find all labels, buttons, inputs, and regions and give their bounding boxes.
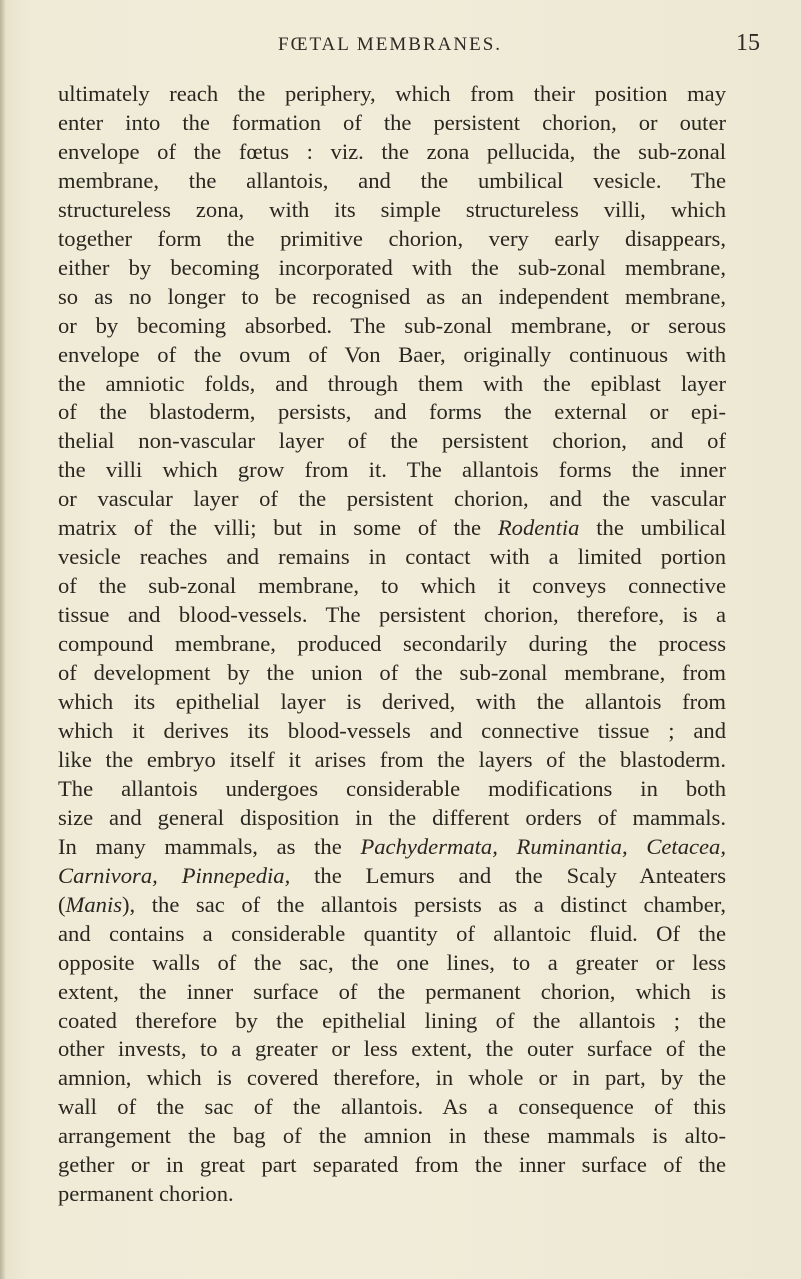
text-line: the villi which grow from it. The allantois forms the inner [58,457,726,483]
text-line-mixed [58,862,726,891]
italic-term: Rodentia [497,515,580,541]
text-run: ), the sac of the allantois persists as a distinct chamber, [122,891,726,917]
italic-term: Pachydermata, Ruminantia, Cetacea, [360,833,726,859]
italic-term: Carnivora, Pinnepedia, [58,862,291,888]
text-line: and contains a considerable quantity of allantoic fluid. Of the [58,920,726,946]
text-line: arrangement the bag of the amnion in these mammals is alto- [58,1123,726,1149]
text-line-last: permanent chorion. [58,1181,234,1207]
text-line: The allantois undergoes considerable modifications in both [58,775,726,801]
text-line: wall of the sac of the allantois. As a consequence of this [58,1094,726,1120]
text-line: together form the primitive chorion, very early disappears, [58,225,726,251]
running-title: FŒTAL MEMBRANES. [278,34,503,55]
text-line: structureless zona, with its simple structureless villi, which [58,196,726,222]
text-line: or by becoming absorbed. The sub-zonal membrane, or serous [58,312,726,338]
text-line: of the sub-zonal membrane, to which it conveys connective [58,573,726,599]
text-line: coated therefore by the epithelial lining of the allantois ; the [58,1007,726,1033]
text-line: tissue and blood-vessels. The persistent chorion, therefore, is a [58,602,726,628]
text-run: ( [58,891,66,917]
text-line: compound membrane, produced secondarily during the process [58,631,726,657]
text-run: matrix of the villi; but in some of the [58,515,498,541]
text-line: thelial non-vascular layer of the persistent chorion, and of [58,428,726,454]
text-line: which its epithelial layer is derived, with the allantois from [58,689,726,715]
text-line: amnion, which is covered therefore, in whole or in part, by the [58,1065,726,1091]
text-line: like the embryo itself it arises from the layers of the blastoderm. [58,746,726,772]
page-gutter-shadow [0,0,6,1279]
text-line: the amniotic folds, and through them with the epiblast layer [58,370,726,396]
text-line: gether or in great part separated from the inner surface of the [58,1152,726,1178]
text-run: In many mammals, as the [58,833,361,859]
running-head [0,30,801,60]
text-line: vesicle reaches and remains in contact with a limited portion [58,544,726,570]
text-line: extent, the inner surface of the permanent chorion, which is [58,978,726,1004]
text-line: ultimately reach the periphery, which from their position may [58,81,726,106]
text-line: membrane, the allantois, and the umbilical vesicle. The [58,167,726,193]
text-line: enter into the formation of the persistent chorion, or outer [58,109,726,135]
text-run: the Lemurs and the Scaly Anteaters [290,862,726,888]
text-line: or vascular layer of the persistent chorion, and the vascular [58,486,726,512]
text-run: the umbilical [579,515,726,541]
text-line: which it derives its blood-vessels and connective tissue ; and [58,717,726,743]
italic-term: Manis [65,891,123,917]
text-line-mixed [58,891,726,920]
page-number: 15 [736,30,760,56]
text-line: envelope of the ovum of Von Baer, originally continuous with [58,341,726,367]
text-line-mixed [58,833,726,862]
text-line: envelope of the fœtus : viz. the zona pellucida, the sub-zonal [58,138,726,164]
text-line: other invests, to a greater or less extent, the outer surface of the [58,1036,726,1062]
text-line: either by becoming incorporated with the sub-zonal membrane, [58,254,726,280]
text-line: so as no longer to be recognised as an independent membrane, [58,283,726,309]
text-line: opposite walls of the sac, the one lines, to a greater or less [58,949,726,975]
text-line: of development by the union of the sub-zonal membrane, from [58,660,726,686]
body-text [58,80,726,1209]
text-line-mixed [58,514,726,543]
text-line: size and general disposition in the different orders of mammals. [58,804,726,830]
text-line: of the blastoderm, persists, and forms the external or epi- [58,399,726,425]
